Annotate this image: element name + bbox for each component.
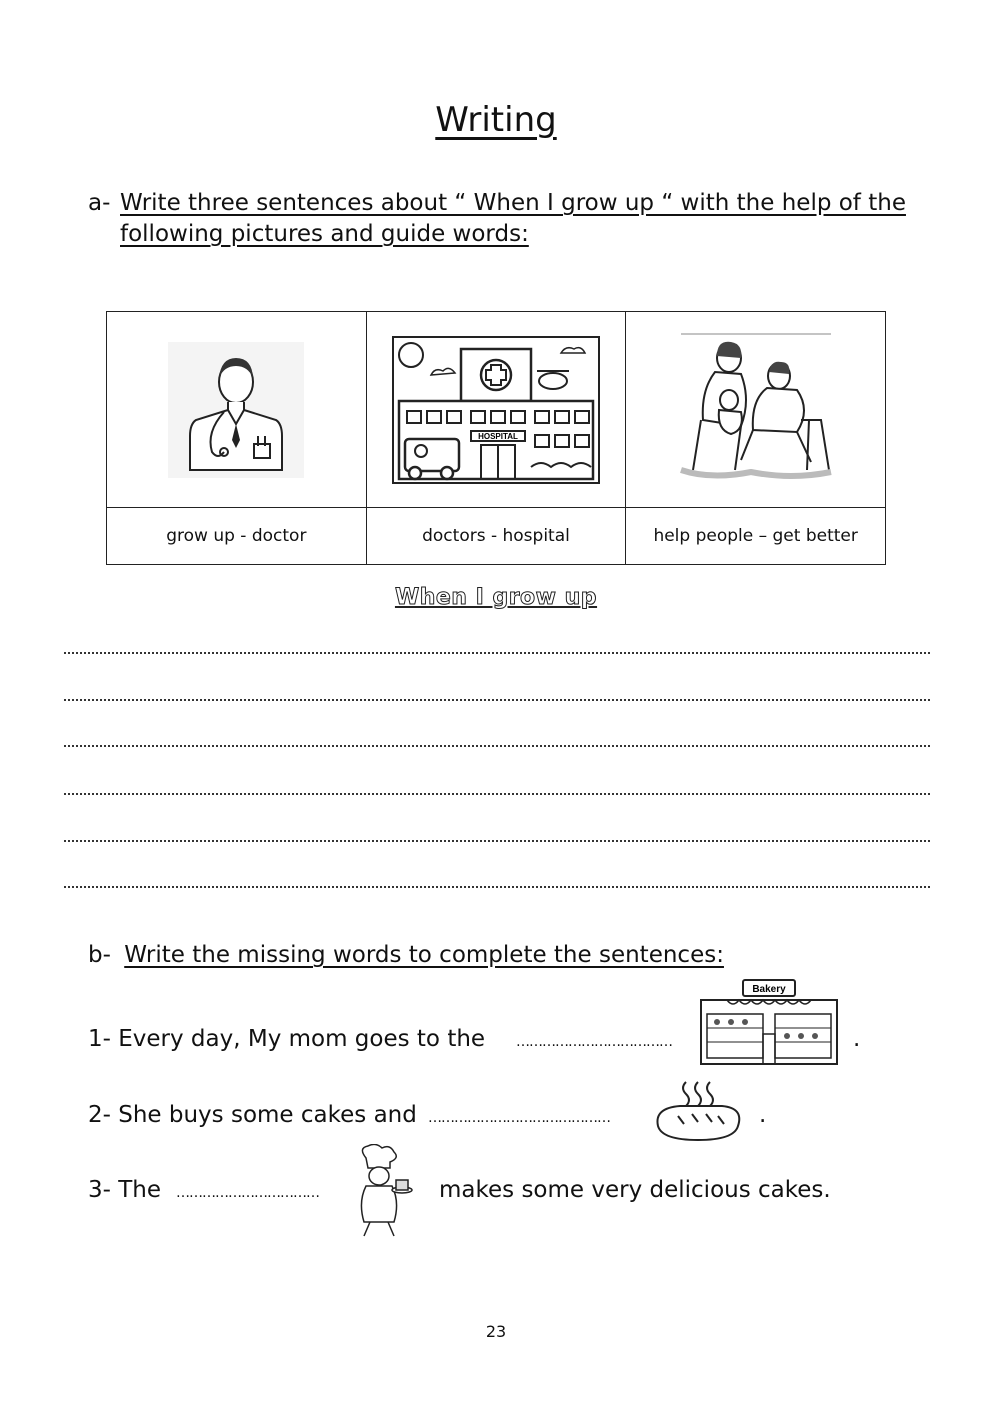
- picture-cell-doctor: [107, 312, 367, 508]
- sentence-1-blank[interactable]: ………………………………: [516, 1034, 672, 1050]
- writing-subtitle: When I grow up: [394, 585, 598, 610]
- doctor-examining-child-icon: [671, 330, 841, 490]
- bread-icon: [652, 1078, 744, 1142]
- caption-doctor: grow up - doctor: [107, 508, 367, 565]
- hospital-icon: [391, 335, 601, 485]
- writing-line[interactable]: [64, 745, 930, 747]
- sentence-2-end: .: [759, 1102, 767, 1128]
- sentence-1-text: 1- Every day, My mom goes to the: [88, 1026, 486, 1052]
- sentence-1-end: .: [853, 1026, 861, 1052]
- svg-text:HOSPITAL: HOSPITAL: [478, 431, 518, 441]
- sentence-1: [88, 1026, 485, 1052]
- page-title: Writing: [435, 100, 557, 140]
- sentence-3-end: makes some very delicious cakes.: [439, 1177, 831, 1203]
- sentence-3-text: 3- The: [88, 1177, 162, 1203]
- writing-line[interactable]: [64, 886, 930, 888]
- question-a-instruction: Write three sentences about “ When I grow up “ with the help of the following pictures and guide words:: [120, 190, 906, 247]
- picture-cell-hospital: [366, 312, 626, 508]
- question-b-instruction: Write the missing words to complete the sentences:: [124, 942, 724, 968]
- sentence-2-text: 2- She buys some cakes and: [88, 1102, 417, 1128]
- question-a-label: a-: [88, 190, 111, 216]
- sentence-3-blank[interactable]: ……………………………: [176, 1185, 319, 1201]
- question-b: [88, 942, 724, 968]
- sentence-2: [88, 1102, 417, 1128]
- writing-line[interactable]: [64, 793, 930, 795]
- question-b-label: b-: [88, 942, 111, 968]
- sentence-2-blank[interactable]: ……………………………………: [428, 1110, 610, 1126]
- picture-table: [106, 311, 886, 565]
- doctor-icon: [166, 340, 306, 480]
- writing-line[interactable]: [64, 652, 930, 654]
- writing-line[interactable]: [64, 699, 930, 701]
- picture-cell-examination: [626, 312, 886, 508]
- baker-icon: [344, 1144, 416, 1238]
- svg-text:Bakery: Bakery: [752, 984, 786, 995]
- caption-help-people: help people – get better: [626, 508, 886, 565]
- sentence-3: [88, 1177, 161, 1203]
- page-number: 23: [485, 1322, 507, 1341]
- caption-hospital: doctors - hospital: [366, 508, 626, 565]
- bakery-icon: [697, 978, 841, 1066]
- writing-line[interactable]: [64, 840, 930, 842]
